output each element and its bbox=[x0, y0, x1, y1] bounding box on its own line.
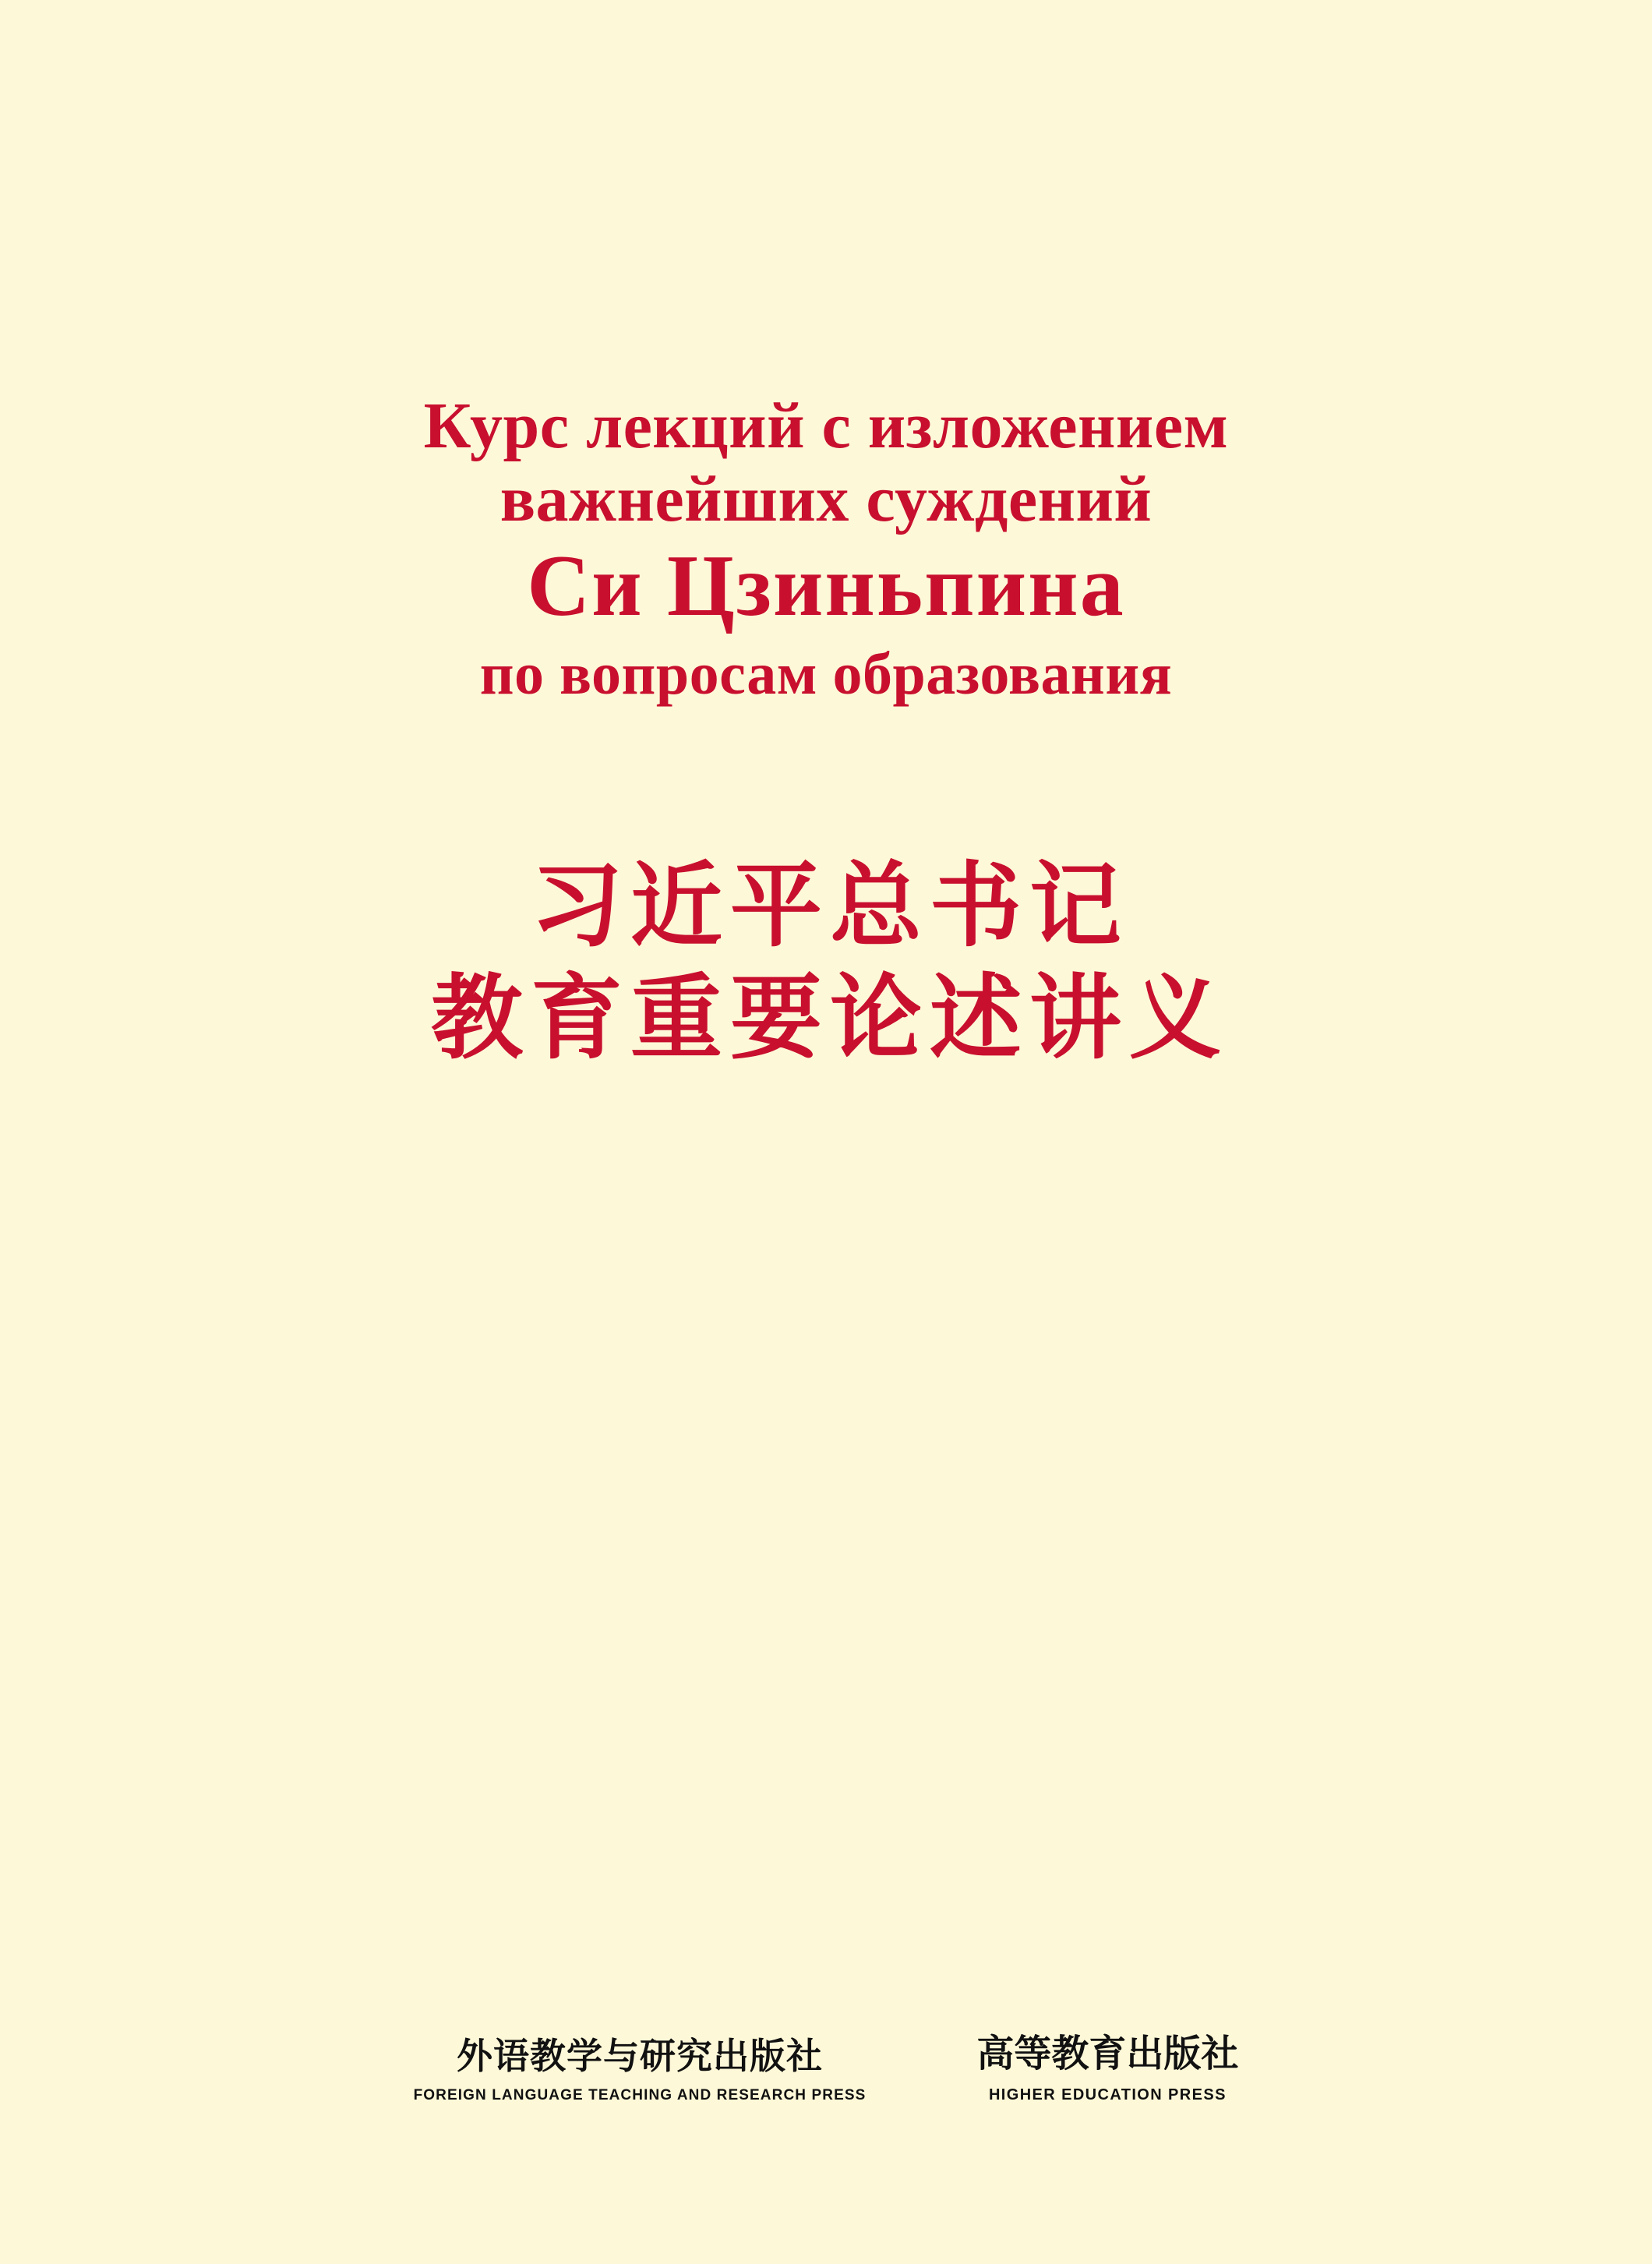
publisher-logos bbox=[0, 2032, 1652, 2104]
russian-title-line-4: по вопросам образования bbox=[479, 641, 1173, 708]
publisher-hep bbox=[976, 2032, 1238, 2104]
russian-title-block bbox=[0, 390, 1652, 712]
russian-title-line-3: Си Цзиньпина bbox=[527, 538, 1125, 635]
chinese-title-block bbox=[0, 849, 1652, 1074]
publisher-flptr-chinese-name: 外语教学与研究出版社 bbox=[456, 2034, 823, 2077]
publisher-flptr-english-name: FOREIGN LANGUAGE TEACHING AND RESEARCH PRESS bbox=[413, 2087, 867, 2103]
publisher-flptr bbox=[414, 2035, 867, 2104]
russian-title-line-1: Курс лекций с изложением bbox=[423, 390, 1229, 462]
russian-title-line-2: важнейших суждений bbox=[499, 463, 1153, 536]
publisher-hep-english-name: HIGHER EDUCATION PRESS bbox=[988, 2086, 1227, 2103]
publisher-hep-chinese-name: 高等教育出版社 bbox=[976, 2032, 1239, 2076]
chinese-title-line-1: 习近平总书记 bbox=[530, 851, 1129, 959]
chinese-title-line-2: 教育重要论述讲义 bbox=[430, 962, 1229, 1072]
